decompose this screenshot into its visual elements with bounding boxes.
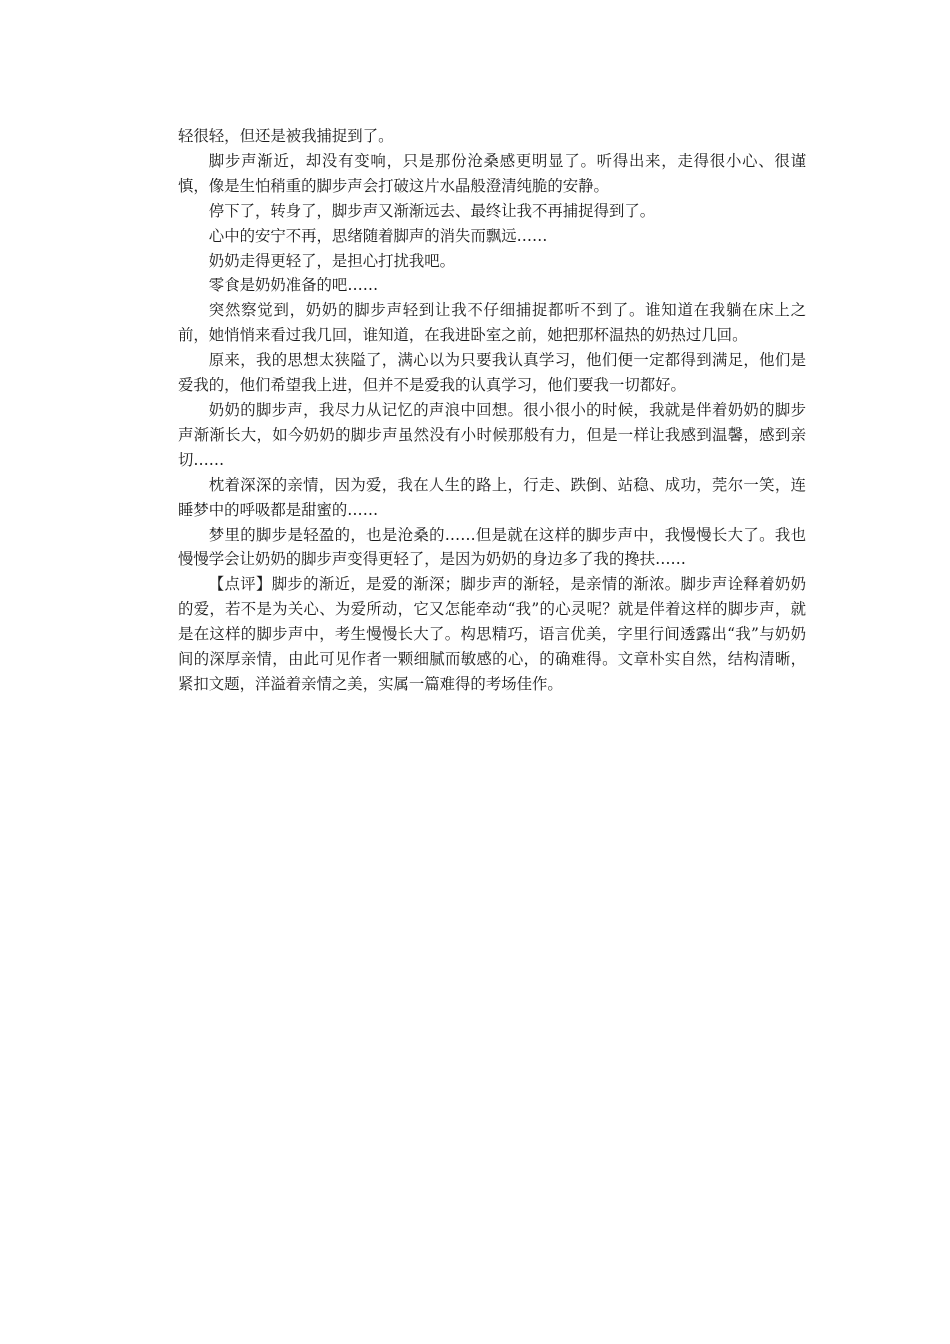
comment-text: 脚步的渐近，是爱的渐深；脚步声的渐轻，是亲情的渐浓。脚步声诠释着奶奶的爱，若不是为关心、为爱所动，它又怎能牵动“我”的心灵呢？就是伴着这样的脚步声，就是在这样的脚步声中，考生慢慢长大了。构思精巧，语言优美，字里行间透露出“我”与奶奶间的深厚亲情，由此可见作者一颗细腻而敏感的心，的确难得。文章朴实自然，结构清晰，紧扣文题，洋溢着亲情之美，实属一篇难得的考场佳作。 (178, 575, 806, 693)
paragraph: 原来，我的思想太狭隘了，满心以为只要我认真学习，他们便一定都得到满足，他们是爱我的，他们希望我上进，但并不是爱我的认真学习，他们要我一切都好。 (178, 351, 806, 395)
comment-paragraph (178, 572, 806, 697)
paragraph: 脚步声渐近，却没有变响，只是那份沧桑感更明显了。听得出来，走得很小心、很谨慎，像是生怕稍重的脚步声会打破这片水晶般澄清纯脆的安静。 (178, 151, 806, 195)
paragraph: 奶奶走得更轻了，是担心打扰我吧。 (208, 251, 456, 270)
paragraph: 突然察觉到，奶奶的脚步声轻到让我不仔细捕捉都听不到了。谁知道在我躺在床上之前，她悄悄来看过我几回，谁知道，在我进卧室之前，她把那杯温热的奶热过几回。 (178, 301, 806, 345)
paragraph: 枕着深深的亲情，因为爱，我在人生的路上，行走、跌倒、站稳、成功，莞尔一笑，连睡梦中的呼吸都是甜蜜的…… (178, 475, 806, 519)
paragraph: 停下了，转身了，脚步声又渐渐远去、最终让我不再捕捉得到了。 (208, 201, 656, 220)
paragraph: 奶奶的脚步声，我尽力从记忆的声浪中回想。很小很小的时候，我就是伴着奶奶的脚步声渐渐长大，如今奶奶的脚步声虽然没有小时候那般有力，但是一样让我感到温馨，感到亲切…… (178, 400, 806, 469)
comment-tag: 【点评】 (208, 575, 272, 594)
paragraph: 零食是奶奶准备的吧…… (208, 276, 379, 295)
paragraph: 梦里的脚步是轻盈的，也是沧桑的……但是就在这样的脚步声中，我慢慢长大了。我也慢慢学会让奶奶的脚步声变得更轻了，是因为奶奶的身边多了我的搀扶…… (178, 525, 806, 569)
paragraph: 轻很轻，但还是被我捕捉到了。 (178, 127, 394, 145)
paragraph: 心中的安宁不再，思绪随着脚声的消失而飘远…… (208, 226, 548, 245)
document-body (178, 124, 806, 697)
